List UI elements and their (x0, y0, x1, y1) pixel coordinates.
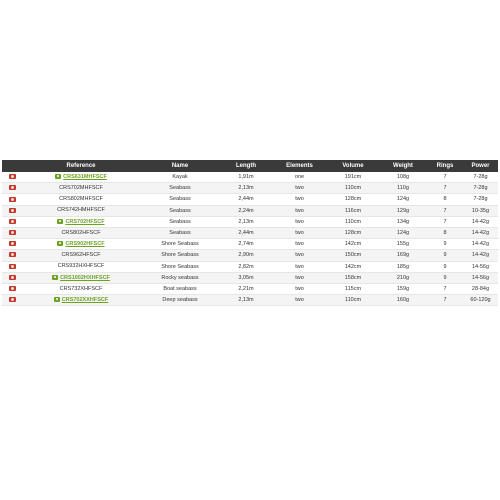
elements-cell: two (272, 250, 327, 261)
power-cell: 7-28g (463, 194, 498, 205)
reference-text: CRS732XHFSCF (59, 285, 103, 292)
name-cell: Deep seabass (140, 295, 220, 306)
weight-cell: 155g (379, 239, 427, 250)
camera-icon[interactable] (57, 219, 63, 224)
expand-icon[interactable] (9, 197, 16, 202)
volume-cell: 110cm (327, 295, 379, 306)
reference-link[interactable]: CRS631MHFSCF (63, 173, 107, 180)
power-cell: 7-28g (463, 183, 498, 194)
reference-cell (22, 283, 140, 294)
table-row (2, 272, 498, 283)
weight-cell: 210g (379, 272, 427, 283)
expand-icon[interactable] (9, 252, 16, 257)
reference-text: CRS742HMHFSCF (57, 207, 105, 214)
volume-cell: 115cm (327, 283, 379, 294)
camera-icon[interactable] (54, 297, 60, 302)
expand-cell (2, 205, 22, 216)
reference-link[interactable]: CRS702XXHFSCF (61, 296, 109, 303)
header-rings: Rings (427, 160, 463, 172)
elements-cell: two (272, 205, 327, 216)
elements-cell: two (272, 227, 327, 238)
power-cell: 60-120g (463, 295, 498, 306)
reference-cell (22, 261, 140, 272)
reference-cell (22, 272, 140, 283)
name-cell: Boat seabass (140, 283, 220, 294)
power-cell: 14-42g (463, 227, 498, 238)
table-row (2, 261, 498, 272)
name-cell: Seabass (140, 194, 220, 205)
reference-cell (22, 172, 140, 183)
header-reference: Reference (22, 160, 140, 172)
expand-cell (2, 272, 22, 283)
rings-cell: 9 (427, 272, 463, 283)
power-cell: 14-42g (463, 239, 498, 250)
volume-cell: 158cm (327, 272, 379, 283)
table-row (2, 250, 498, 261)
expand-cell (2, 194, 22, 205)
expand-icon[interactable] (9, 241, 16, 246)
length-cell: 3,05m (220, 272, 272, 283)
rings-cell: 8 (427, 194, 463, 205)
table-row (2, 172, 498, 183)
power-cell: 14-56g (463, 261, 498, 272)
header-length: Length (220, 160, 272, 172)
power-cell: 14-42g (463, 216, 498, 227)
rings-cell: 7 (427, 295, 463, 306)
elements-cell: two (272, 183, 327, 194)
weight-cell: 185g (379, 261, 427, 272)
expand-icon[interactable] (9, 264, 16, 269)
power-cell: 28-84g (463, 283, 498, 294)
reference-text: CRS962HFSCF (61, 252, 101, 259)
reference-cell (22, 250, 140, 261)
reference-cell (22, 216, 140, 227)
rings-cell: 9 (427, 261, 463, 272)
volume-cell: 110cm (327, 216, 379, 227)
expand-cell (2, 183, 22, 194)
volume-cell: 110cm (327, 183, 379, 194)
length-cell: 1,91m (220, 172, 272, 183)
table-row (2, 239, 498, 250)
volume-cell: 142cm (327, 239, 379, 250)
weight-cell: 124g (379, 227, 427, 238)
elements-cell: one (272, 172, 327, 183)
expand-icon[interactable] (9, 208, 16, 213)
elements-cell: two (272, 194, 327, 205)
reference-cell (22, 205, 140, 216)
specs-table-container (2, 160, 498, 306)
reference-text: CRS702MHFSCF (59, 185, 103, 192)
power-cell: 10-35g (463, 205, 498, 216)
header-weight: Weight (379, 160, 427, 172)
weight-cell: 110g (379, 183, 427, 194)
header-elements: Elements (272, 160, 327, 172)
reference-cell (22, 194, 140, 205)
expand-cell (2, 261, 22, 272)
reference-text: CRS802HFSCF (61, 229, 101, 236)
reference-link[interactable]: CRS902HFSCF (65, 240, 105, 247)
expand-icon[interactable] (9, 297, 16, 302)
rings-cell: 7 (427, 283, 463, 294)
length-cell: 2,44m (220, 194, 272, 205)
rings-cell: 8 (427, 227, 463, 238)
camera-icon[interactable] (55, 174, 61, 179)
rings-cell: 9 (427, 239, 463, 250)
length-cell: 2,13m (220, 295, 272, 306)
expand-cell (2, 216, 22, 227)
expand-cell (2, 295, 22, 306)
camera-icon[interactable] (57, 241, 63, 246)
header-power: Power (463, 160, 498, 172)
table-row (2, 205, 498, 216)
name-cell: Kayak (140, 172, 220, 183)
table-row (2, 295, 498, 306)
length-cell: 2,90m (220, 250, 272, 261)
reference-link[interactable]: CRS1002HXHFSCF (60, 274, 110, 281)
length-cell: 2,13m (220, 183, 272, 194)
volume-cell: 191cm (327, 172, 379, 183)
name-cell: Shore Seabass (140, 261, 220, 272)
expand-icon[interactable] (9, 230, 16, 235)
name-cell: Seabass (140, 205, 220, 216)
weight-cell: 134g (379, 216, 427, 227)
expand-cell (2, 283, 22, 294)
name-cell: Shore Seabass (140, 239, 220, 250)
length-cell: 2,24m (220, 205, 272, 216)
expand-cell (2, 227, 22, 238)
weight-cell: 129g (379, 205, 427, 216)
expand-icon[interactable] (9, 174, 16, 179)
table-row (2, 183, 498, 194)
rings-cell: 7 (427, 205, 463, 216)
header-name: Name (140, 160, 220, 172)
power-cell: 14-56g (463, 272, 498, 283)
reference-cell (22, 239, 140, 250)
name-cell: Seabass (140, 227, 220, 238)
length-cell: 2,44m (220, 227, 272, 238)
header-expand (2, 160, 22, 172)
elements-cell: two (272, 295, 327, 306)
reference-cell (22, 183, 140, 194)
name-cell: Shore Seabass (140, 250, 220, 261)
table-row (2, 194, 498, 205)
expand-cell (2, 172, 22, 183)
power-cell: 7-28g (463, 172, 498, 183)
reference-text: CRS932HXHFSCF (57, 263, 105, 270)
rings-cell: 7 (427, 172, 463, 183)
reference-cell (22, 295, 140, 306)
weight-cell: 169g (379, 250, 427, 261)
length-cell: 2,21m (220, 283, 272, 294)
rings-cell: 7 (427, 183, 463, 194)
volume-cell: 116cm (327, 205, 379, 216)
header-volume: Volume (327, 160, 379, 172)
elements-cell: two (272, 216, 327, 227)
elements-cell: two (272, 239, 327, 250)
expand-cell (2, 239, 22, 250)
name-cell: Rocky seabass (140, 272, 220, 283)
elements-cell: two (272, 272, 327, 283)
rings-cell: 9 (427, 250, 463, 261)
volume-cell: 142cm (327, 261, 379, 272)
expand-icon[interactable] (9, 286, 16, 291)
elements-cell: two (272, 261, 327, 272)
name-cell: Seabass (140, 216, 220, 227)
table-row (2, 227, 498, 238)
weight-cell: 124g (379, 194, 427, 205)
weight-cell: 159g (379, 283, 427, 294)
table-row (2, 283, 498, 294)
reference-text: CRS802MHFSCF (59, 196, 103, 203)
table-row (2, 216, 498, 227)
volume-cell: 128cm (327, 227, 379, 238)
rings-cell: 7 (427, 216, 463, 227)
reference-link[interactable]: CRS702HFSCF (65, 218, 105, 225)
volume-cell: 150cm (327, 250, 379, 261)
table-body (2, 172, 498, 306)
name-cell: Seabass (140, 183, 220, 194)
specs-table (2, 160, 498, 306)
weight-cell: 108g (379, 172, 427, 183)
expand-icon[interactable] (9, 185, 16, 190)
weight-cell: 160g (379, 295, 427, 306)
expand-icon[interactable] (9, 275, 16, 280)
expand-icon[interactable] (9, 219, 16, 224)
power-cell: 14-42g (463, 250, 498, 261)
length-cell: 2,82m (220, 261, 272, 272)
table-header-row (2, 160, 498, 172)
reference-cell (22, 227, 140, 238)
volume-cell: 128cm (327, 194, 379, 205)
elements-cell: two (272, 283, 327, 294)
camera-icon[interactable] (52, 275, 58, 280)
length-cell: 2,13m (220, 216, 272, 227)
expand-cell (2, 250, 22, 261)
length-cell: 2,74m (220, 239, 272, 250)
